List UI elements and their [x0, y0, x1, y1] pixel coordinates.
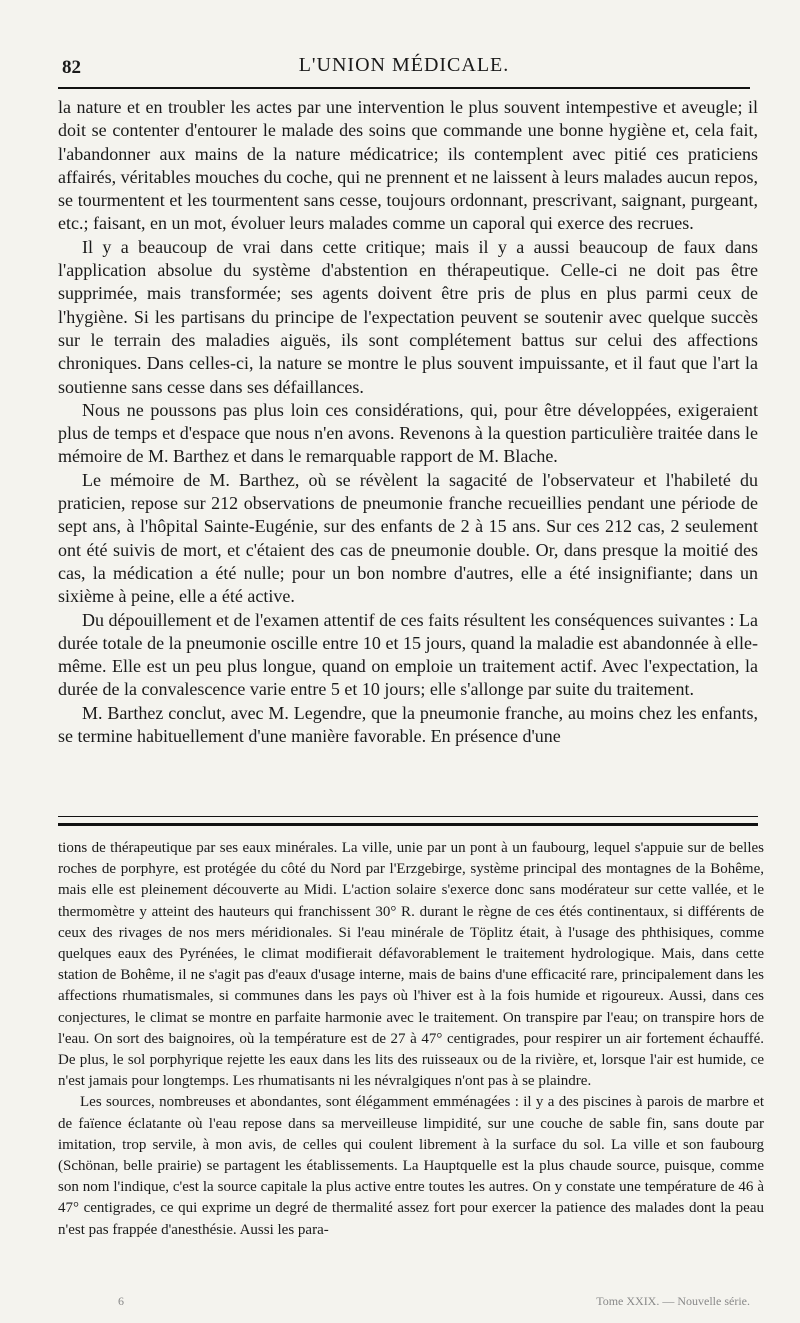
main-paragraph: Il y a beaucoup de vrai dans cette critique; mais il y a aussi beaucoup de faux dans l'application absolue du système d'abstention en thérapeutique. Celle-ci ne doit pas être supprimée, mais transformée; ses agents doivent être pris de plus en plus parmi ceux de l'hygiène. Si les partisans du principe de l'expectation peuvent se soutenir avec quelque succès sur le terrain des maladies aiguës, ils sont complétement battus sur celui des affections chroniques. Dans celles-ci, la nature se montre le plus souvent impuissante, et il faut que l'art la soutienne sans cesse dans ses défaillances. — [58, 236, 758, 397]
main-paragraph: la nature et en troubler les actes par une intervention le plus souvent intempestive et aveugle; il doit se contenter d'entourer le malade des soins que commande une bonne hygiène et, cela fait, l'abandonner aux mains de la nature médicatrice; ils contemplent avec pitié ces praticiens affairés, véritables mouches du coche, qui ne prennent et ne laissent à leurs malades aucun repos, se tourmentent et les tourmentent sans cesse, toujours ordonnant, prescrivant, saignant, purgeant, etc.; faisant, en un mot, évoluer leurs malades comme un caporal qui exerce des recrues. — [58, 97, 758, 234]
footnote-paragraph: tions de thérapeutique par ses eaux minérales. La ville, unie par un pont à un faubourg, lequel s'appuie sur de belles roches de porphyre, est protégée du côté du Nord par l'Erzgebirge, système principal des montagnes de la Bohême, mais elle est pleinement découverte au Midi. L'action solaire s'exerce donc sans modérateur sur cette vallée, et le thermomètre y atteint des hauteurs qui franchissent 30° R. durant le règne de ces étés continentaux, si différents de ceux des rivages de nos mers méridionales. Si l'eau minérale de Töplitz était, à l'usage des phthisiques, comme quelques eaux des Pyrénées, le climat modifierait défavorablement le traitement hydrologique. Mais, dans cette station de Bohême, il ne s'agit pas d'eaux d'usage interne, mais de bains d'une efficacité rare, principalement dans les affections rhumatismales, si communes dans les pays où l'hiver est à la fois humide et rigoureux. Aussi, dans ces conjectures, le climat se montre en parfaite harmonie avec le traitement. On transpire par l'eau; on transpire hors de l'eau. On sort des baignoires, où la température est de 27 à 47° centigrades, pour respirer un air fortement échauffé. De plus, le sol porphyrique rejette les eaux dans les lits des ruisseaux ou de la rivière, et, lorsque l'air est humide, ce n'est jamais pour longtemps. Les rhumatisants ni les névralgiques n'ont pas à se plaindre. — [58, 840, 764, 1090]
signature-mark: 6 — [118, 1294, 124, 1308]
footnote-text — [58, 838, 764, 1241]
page-header — [58, 50, 750, 84]
page-number: 82 — [62, 57, 81, 78]
page-footer — [58, 1294, 750, 1312]
footnote-paragraph: Les sources, nombreuses et abondantes, sont élégamment emménagées : il y a des piscines à parois de marbre et de faïence éclatante où l'eau repose dans sa merveilleuse limpidité, sur une couche de sable fin, sans doute par imitation, trop servile, à mon avis, de celles qui coulent librement à la surface du sol. La ville et son faubourg (Schönan, belle prairie) se partagent les établissements. La Hauptquelle est la plus chaude source, puisque, comme son nom l'indique, c'est la source capitale la plus active entre toutes les autres. On y constate une température de 46 à 47° centigrades, ce qui exprime un degré de thermalité assez fort pour exercer la patience des malades dont la peau n'est pas frappée d'anesthésie. Aussi les para- — [58, 1094, 764, 1238]
main-text-column — [58, 96, 758, 748]
main-paragraph: Nous ne poussons pas plus loin ces considérations, qui, pour être développées, exigeraient plus de temps et d'espace que nous n'en avons. Revenons à la question particulière traitée dans le mémoire de M. Barthez et dans le remarquable rapport de M. Blache. — [58, 399, 758, 467]
series-line: Tome XXIX. — Nouvelle série. — [596, 1294, 750, 1308]
footnote-separator — [58, 816, 758, 826]
main-paragraph: M. Barthez conclut, avec M. Legendre, que la pneumonie franche, au moins chez les enfants, se termine habituellement d'une manière favorable. En présence d'une — [58, 702, 758, 747]
main-paragraph: Le mémoire de M. Barthez, où se révèlent la sagacité de l'observateur et l'habileté du praticien, repose sur 212 observations de pneumonie franche recueillies pendant une période de sept ans, à l'hôpital Sainte-Eugénie, sur des enfants de 2 à 15 ans. Sur ces 212 cas, 2 seulement ont été suivis de mort, et c'étaient des cas de pneumonie double. Or, dans presque la moitié des cas, la médication a été nulle; pour un bon nombre d'autres, elle a été insignifiante; dans un sixième à peine, elle a été active. — [58, 469, 758, 607]
main-paragraph: Du dépouillement et de l'examen attentif de ces faits résultent les conséquences suivantes : La durée totale de la pneumonie oscille entre 10 et 15 jours, quand la maladie est abandonnée à elle-même. Elle est un peu plus longue, quand on emploie un traitement actif. Avec l'expectation, la durée de la convalescence varie entre 5 et 10 jours; elle s'allonge par suite du traitement. — [58, 609, 759, 700]
header-rule — [58, 87, 750, 89]
running-title: L'UNION MÉDICALE. — [298, 54, 510, 76]
